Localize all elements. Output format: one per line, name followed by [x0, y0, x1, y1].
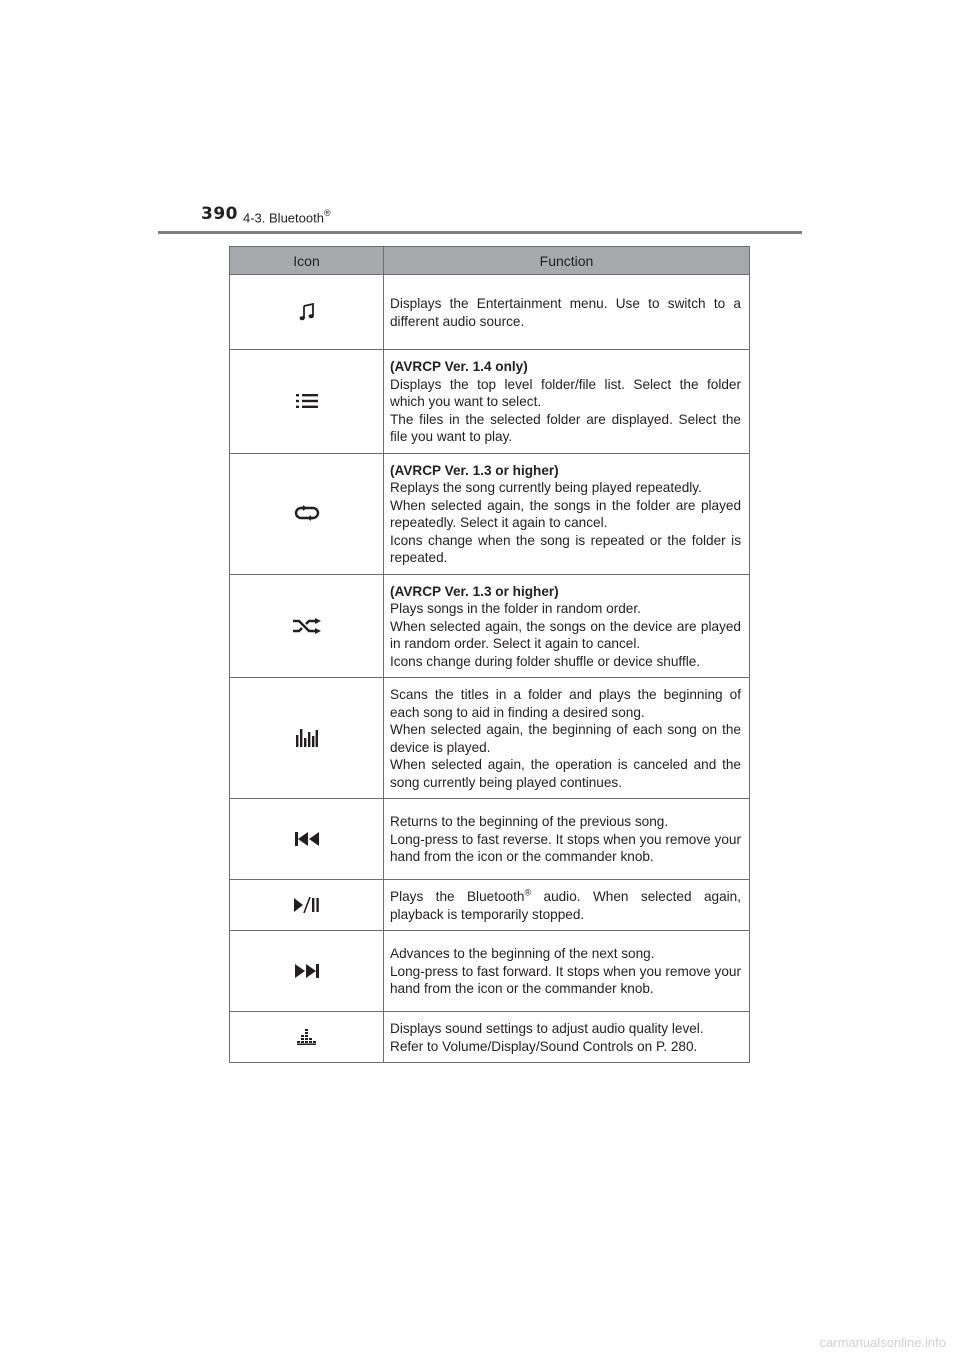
icon-cell: [230, 1012, 384, 1063]
page-number: 390: [201, 204, 238, 224]
icon-cell: [230, 799, 384, 880]
column-header-function: Function: [384, 247, 750, 275]
section-title: [243, 209, 331, 225]
section-title-text: 4-3. Bluetooth: [243, 210, 324, 226]
function-cell: [384, 931, 750, 1012]
function-text: Long-press to fast forward. It stops when you remove your hand from the icon or the commander knob.: [390, 963, 741, 997]
icon-cell: [230, 678, 384, 799]
function-text-end: audio. When selected again, playback is temporarily stopped.: [390, 889, 741, 922]
function-text: Icons change during folder shuffle or device shuffle.: [390, 653, 701, 669]
table-row: [230, 350, 750, 454]
function-text: Displays the top level folder/file list. Select the folder which you want to select.: [390, 376, 741, 409]
function-cell: [384, 678, 750, 799]
list-icon: [296, 394, 318, 408]
function-text: Replays the song currently being played repeatedly.: [390, 480, 702, 495]
function-text: When selected again, the songs on the device are played in random order. Select it again to cancel.: [390, 618, 741, 651]
function-text: Displays sound settings to adjust audio quality level.: [390, 1021, 704, 1036]
column-header-icon: Icon: [230, 247, 384, 275]
function-text: When selected again, the songs in the folder are played repeatedly. Select it again to cancel.: [390, 497, 741, 530]
function-cell: [384, 453, 750, 574]
function-text: [390, 888, 741, 923]
registered-mark: ®: [323, 208, 331, 218]
header-divider: [158, 231, 802, 234]
avrcp-version-note: (AVRCP Ver. 1.4 only): [390, 359, 528, 374]
table-row: [230, 799, 750, 880]
repeat-icon: [294, 505, 320, 521]
table-row: [230, 880, 750, 931]
table-row: [230, 678, 750, 799]
table-row: [230, 574, 750, 678]
icon-function-table: [229, 246, 750, 1063]
avrcp-version-note: (AVRCP Ver. 1.3 or higher): [390, 583, 559, 599]
previous-track-icon: [295, 832, 319, 846]
function-text: Displays the Entertainment menu. Use to switch to a different audio source.: [390, 296, 741, 329]
icon-cell: [230, 574, 384, 678]
function-cell: [384, 1012, 750, 1063]
table-header-row: [230, 247, 750, 275]
function-text: Scans the titles in a folder and plays the beginning of each song to aid in finding a desired song.: [390, 687, 741, 720]
function-text: The files in the selected folder are displayed. Select the file you want to play.: [390, 411, 741, 444]
function-text: Plays songs in the folder in random order.: [390, 601, 641, 616]
function-cell: [384, 574, 750, 678]
function-cell: [384, 350, 750, 454]
scan-icon: [296, 729, 318, 747]
table-row: [230, 453, 750, 574]
registered-mark: ®: [524, 887, 532, 898]
function-cell: [384, 275, 750, 350]
function-text: When selected again, the operation is canceled and the song currently being played continues.: [390, 757, 741, 790]
function-text: Returns to the beginning of the previous song.: [390, 814, 669, 830]
next-track-icon: [295, 964, 319, 978]
function-text: When selected again, the beginning of each song on the device is played.: [390, 722, 741, 755]
function-text: Advances to the beginning of the next song.: [390, 946, 655, 962]
function-text: Refer to Volume/Display/Sound Controls on P. 280.: [390, 1038, 698, 1054]
function-text-start: Plays the Bluetooth: [390, 889, 525, 904]
function-text: Long-press to fast reverse. It stops when you remove your hand from the icon or the commander knob.: [390, 831, 741, 865]
table-row: [230, 1012, 750, 1063]
function-cell: [384, 799, 750, 880]
shuffle-icon: [293, 618, 321, 634]
table-row: [230, 275, 750, 350]
function-cell: [384, 880, 750, 931]
site-watermark: carmanualsonline.info: [819, 1335, 946, 1350]
table-row: [230, 931, 750, 1012]
avrcp-version-note: (AVRCP Ver. 1.3 or higher): [390, 462, 559, 478]
icon-cell: [230, 453, 384, 574]
icon-cell: [230, 275, 384, 350]
function-text: Icons change when the song is repeated or the folder is repeated.: [390, 532, 741, 565]
icon-cell: [230, 880, 384, 931]
equalizer-icon: [297, 1029, 317, 1045]
icon-cell: [230, 931, 384, 1012]
play-pause-icon: [294, 897, 320, 913]
page-header: [0, 0, 960, 240]
icon-cell: [230, 350, 384, 454]
music-note-icon: [299, 303, 315, 321]
